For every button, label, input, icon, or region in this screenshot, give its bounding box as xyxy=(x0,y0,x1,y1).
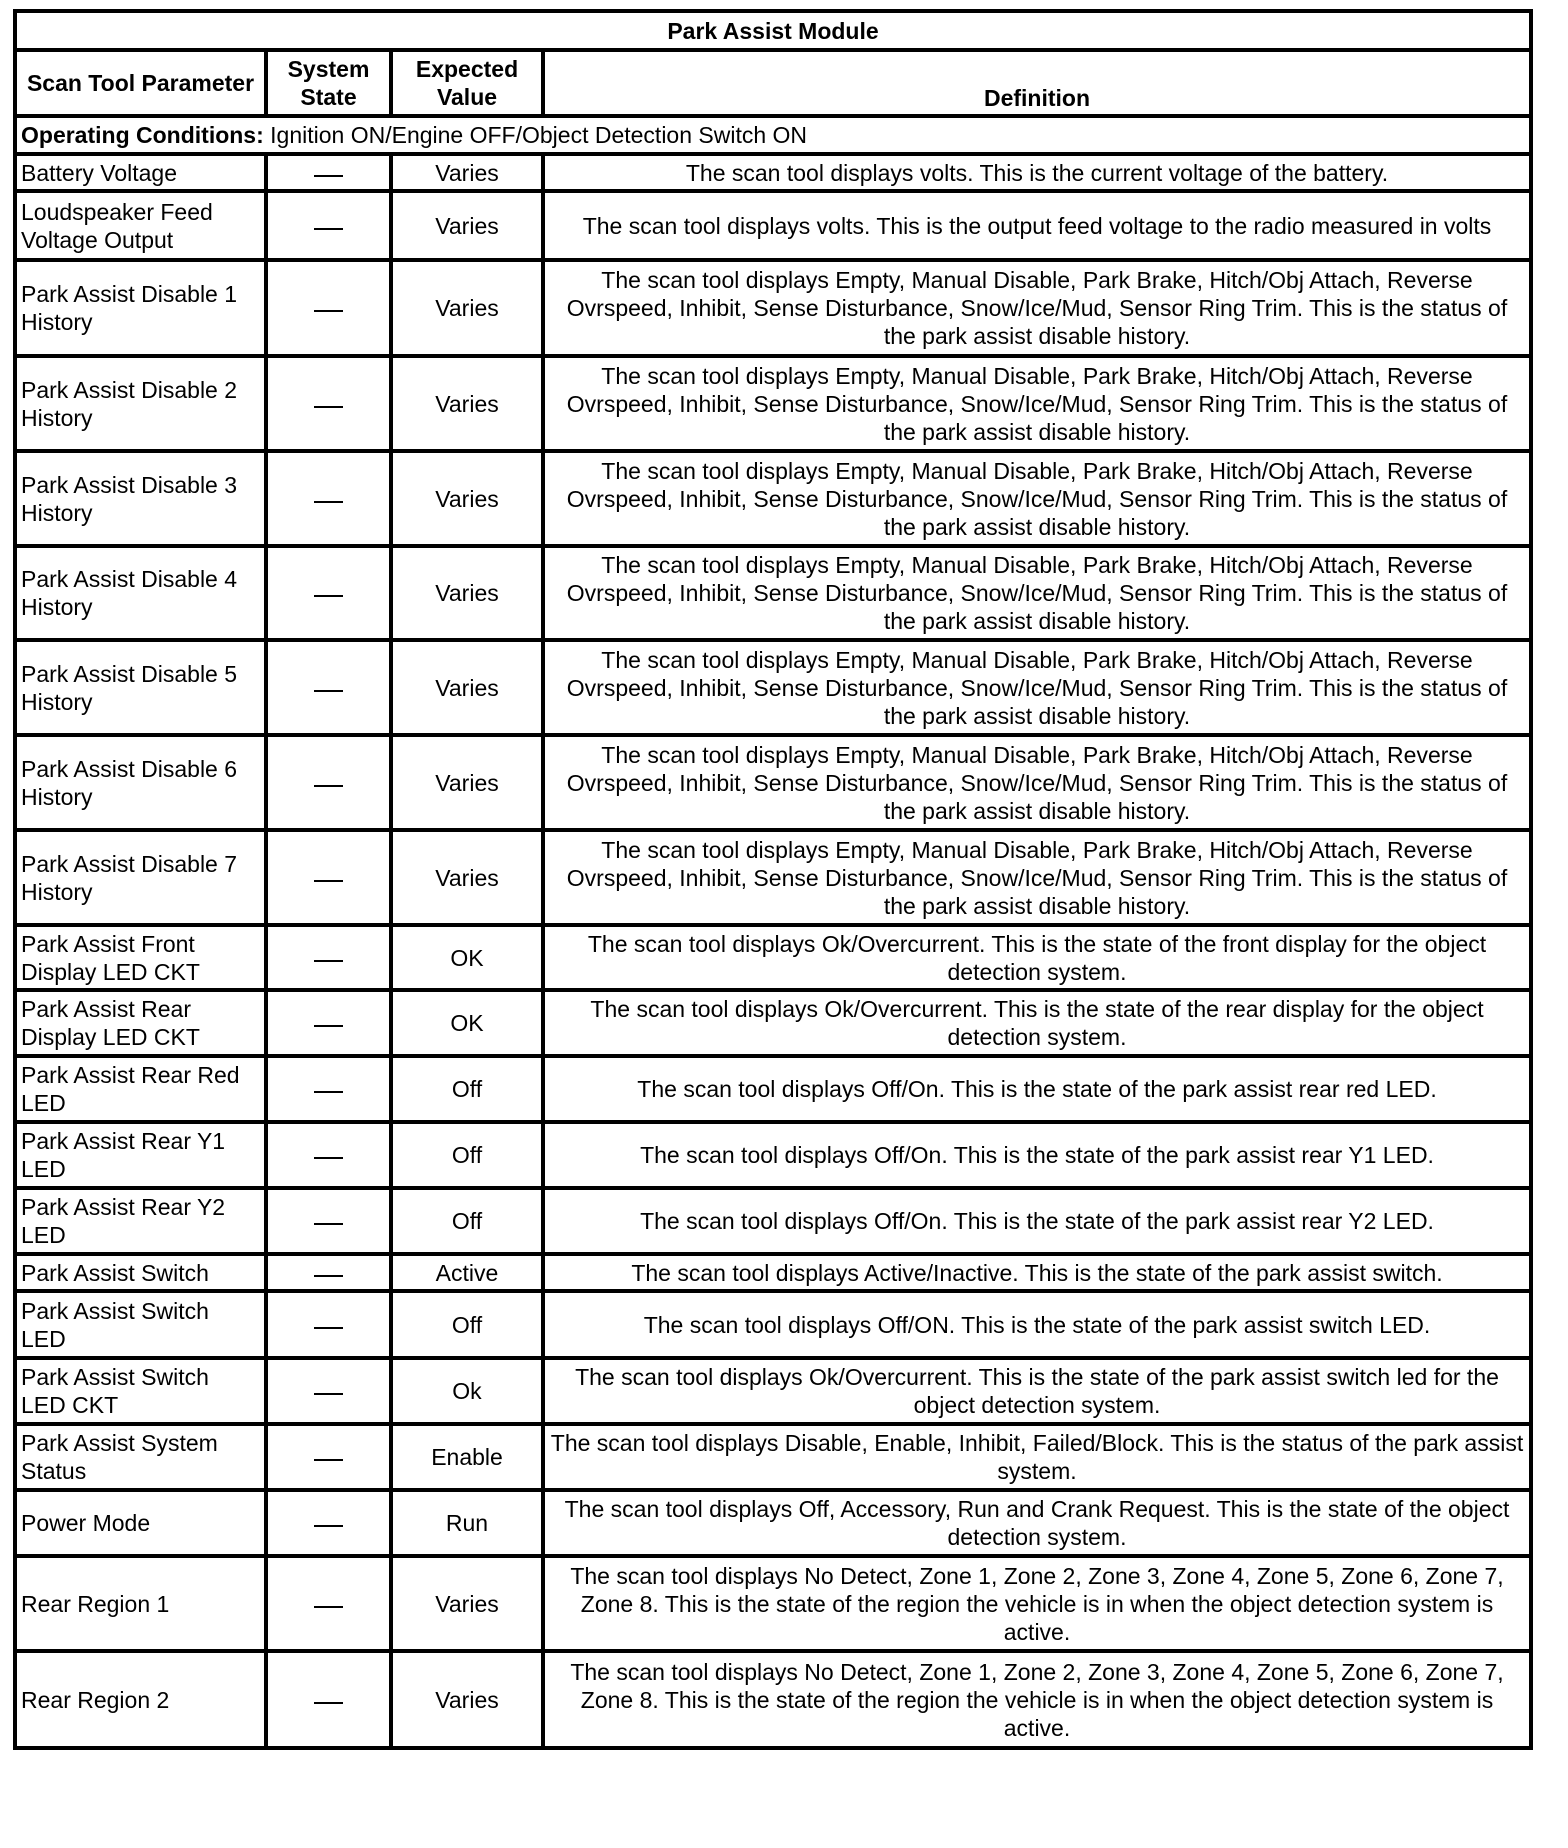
parameter-cell: Park Assist Rear Red LED xyxy=(15,1056,266,1122)
parameter-cell: Battery Voltage xyxy=(15,154,266,191)
operating-conditions xyxy=(15,116,1531,154)
system-state-dash xyxy=(314,1525,343,1527)
parameter-cell: Park Assist Switch xyxy=(15,1254,266,1291)
table-row xyxy=(15,640,1531,735)
definition-cell: The scan tool displays Off, Accessory, Run and Crank Request. This is the state of the object detection system. xyxy=(543,1490,1531,1556)
table-row xyxy=(15,154,1531,191)
table-title: Park Assist Module xyxy=(15,11,1531,50)
parameter-cell: Loudspeaker Feed Voltage Output xyxy=(15,191,266,260)
expected-value-cell: Varies xyxy=(391,1651,543,1748)
expected-value-cell: Off xyxy=(391,1188,543,1254)
parameter-cell: Rear Region 1 xyxy=(15,1556,266,1651)
table-row xyxy=(15,1122,1531,1188)
definition-cell: The scan tool displays No Detect, Zone 1, Zone 2, Zone 3, Zone 4, Zone 5, Zone 6, Zone 7, Zone 8. This is the state of the region the vehicle is in when the object detection system is active. xyxy=(543,1556,1531,1651)
header-expected-value: Expected Value xyxy=(391,50,543,116)
system-state-dash xyxy=(314,690,343,692)
header-system-state: System State xyxy=(266,50,391,116)
system-state-dash xyxy=(314,1025,343,1027)
table-row xyxy=(15,1188,1531,1254)
definition-cell: The scan tool displays Empty, Manual Disable, Park Brake, Hitch/Obj Attach, Reverse Ovrspeed, Inhibit, Sense Disturbance, Snow/Ice/Mud, Sensor Ring Trim. This is the status of the park assist disable history. xyxy=(543,735,1531,830)
system-state-dash xyxy=(314,1459,343,1461)
system-state-cell xyxy=(266,735,391,830)
system-state-cell xyxy=(266,451,391,546)
definition-cell: The scan tool displays Ok/Overcurrent. This is the state of the front display for the object detection system. xyxy=(543,925,1531,990)
parameter-cell: Park Assist Rear Y2 LED xyxy=(15,1188,266,1254)
expected-value-cell: Off xyxy=(391,1291,543,1358)
system-state-cell xyxy=(266,1358,391,1424)
system-state-cell xyxy=(266,1490,391,1556)
table-row xyxy=(15,260,1531,356)
system-state-cell xyxy=(266,1291,391,1358)
table-row xyxy=(15,1424,1531,1490)
definition-cell: The scan tool displays Empty, Manual Disable, Park Brake, Hitch/Obj Attach, Reverse Ovrspeed, Inhibit, Sense Disturbance, Snow/Ice/Mud, Sensor Ring Trim. This is the status of the park assist disable history. xyxy=(543,451,1531,546)
expected-value-cell: Varies xyxy=(391,830,543,925)
system-state-cell xyxy=(266,1424,391,1490)
parameter-cell: Park Assist Disable 3 History xyxy=(15,451,266,546)
operating-conditions-row xyxy=(15,116,1531,154)
definition-cell: The scan tool displays Disable, Enable, Inhibit, Failed/Block. This is the status of the park assist system. xyxy=(543,1424,1531,1490)
definition-cell: The scan tool displays Off/On. This is the state of the park assist rear red LED. xyxy=(543,1056,1531,1122)
table-row xyxy=(15,1254,1531,1291)
table-row xyxy=(15,191,1531,260)
definition-cell: The scan tool displays volts. This is the output feed voltage to the radio measured in volts xyxy=(543,191,1531,260)
system-state-cell xyxy=(266,1122,391,1188)
table-row xyxy=(15,830,1531,925)
system-state-dash xyxy=(314,175,343,177)
parameter-cell: Park Assist Disable 4 History xyxy=(15,546,266,640)
definition-cell: The scan tool displays Empty, Manual Disable, Park Brake, Hitch/Obj Attach, Reverse Ovrspeed, Inhibit, Sense Disturbance, Snow/Ice/Mud, Sensor Ring Trim. This is the status of the park assist disable history. xyxy=(543,260,1531,356)
parameter-cell: Park Assist Disable 6 History xyxy=(15,735,266,830)
expected-value-cell: Varies xyxy=(391,1556,543,1651)
definition-cell: The scan tool displays Empty, Manual Disable, Park Brake, Hitch/Obj Attach, Reverse Ovrspeed, Inhibit, Sense Disturbance, Snow/Ice/Mud, Sensor Ring Trim. This is the status of the park assist disable history. xyxy=(543,830,1531,925)
system-state-dash xyxy=(314,1223,343,1225)
operating-conditions-value: Ignition ON/Engine OFF/Object Detection Switch ON xyxy=(263,122,808,148)
expected-value-cell: OK xyxy=(391,990,543,1056)
parameter-cell: Park Assist Front Display LED CKT xyxy=(15,925,266,990)
system-state-cell xyxy=(266,546,391,640)
table-row xyxy=(15,451,1531,546)
definition-cell: The scan tool displays No Detect, Zone 1, Zone 2, Zone 3, Zone 4, Zone 5, Zone 6, Zone 7, Zone 8. This is the state of the region the vehicle is in when the object detection system is active. xyxy=(543,1651,1531,1748)
system-state-cell xyxy=(266,1651,391,1748)
expected-value-cell: Varies xyxy=(391,260,543,356)
system-state-cell xyxy=(266,154,391,191)
parameter-cell: Park Assist Rear Y1 LED xyxy=(15,1122,266,1188)
definition-cell: The scan tool displays Empty, Manual Disable, Park Brake, Hitch/Obj Attach, Reverse Ovrspeed, Inhibit, Sense Disturbance, Snow/Ice/Mud, Sensor Ring Trim. This is the status of the park assist disable history. xyxy=(543,546,1531,640)
expected-value-cell: Run xyxy=(391,1490,543,1556)
expected-value-cell: Varies xyxy=(391,451,543,546)
system-state-dash xyxy=(314,406,343,408)
system-state-cell xyxy=(266,830,391,925)
system-state-dash xyxy=(314,1327,343,1329)
system-state-cell xyxy=(266,925,391,990)
parameter-cell: Park Assist Disable 1 History xyxy=(15,260,266,356)
definition-cell: The scan tool displays Off/On. This is the state of the park assist rear Y2 LED. xyxy=(543,1188,1531,1254)
system-state-dash xyxy=(314,501,343,503)
system-state-dash xyxy=(314,785,343,787)
expected-value-cell: Enable xyxy=(391,1424,543,1490)
parameter-cell: Power Mode xyxy=(15,1490,266,1556)
table-row xyxy=(15,735,1531,830)
title-row xyxy=(15,11,1531,50)
expected-value-cell: Varies xyxy=(391,735,543,830)
definition-cell: The scan tool displays Empty, Manual Disable, Park Brake, Hitch/Obj Attach, Reverse Ovrspeed, Inhibit, Sense Disturbance, Snow/Ice/Mud, Sensor Ring Trim. This is the status of the park assist disable history. xyxy=(543,640,1531,735)
system-state-cell xyxy=(266,1188,391,1254)
table-row xyxy=(15,1056,1531,1122)
system-state-dash xyxy=(314,595,343,597)
system-state-dash xyxy=(314,1091,343,1093)
header-definition: Definition xyxy=(543,50,1531,116)
system-state-cell xyxy=(266,640,391,735)
system-state-cell xyxy=(266,191,391,260)
operating-conditions-label: Operating Conditions: xyxy=(21,122,264,148)
expected-value-cell: Off xyxy=(391,1122,543,1188)
definition-cell: The scan tool displays Off/On. This is the state of the park assist rear Y1 LED. xyxy=(543,1122,1531,1188)
expected-value-cell: Varies xyxy=(391,546,543,640)
expected-value-cell: Varies xyxy=(391,191,543,260)
system-state-dash xyxy=(314,1702,343,1704)
expected-value-cell: Varies xyxy=(391,356,543,451)
table-row xyxy=(15,1490,1531,1556)
definition-cell: The scan tool displays Empty, Manual Disable, Park Brake, Hitch/Obj Attach, Reverse Ovrspeed, Inhibit, Sense Disturbance, Snow/Ice/Mud, Sensor Ring Trim. This is the status of the park assist disable history. xyxy=(543,356,1531,451)
table-row xyxy=(15,1651,1531,1748)
system-state-cell xyxy=(266,356,391,451)
system-state-cell xyxy=(266,260,391,356)
expected-value-cell: Ok xyxy=(391,1358,543,1424)
header-parameter: Scan Tool Parameter xyxy=(15,50,266,116)
system-state-cell xyxy=(266,1556,391,1651)
table-row xyxy=(15,1358,1531,1424)
definition-cell: The scan tool displays Ok/Overcurrent. This is the state of the park assist switch led for the object detection system. xyxy=(543,1358,1531,1424)
system-state-dash xyxy=(314,1393,343,1395)
system-state-cell xyxy=(266,990,391,1056)
parameter-cell: Park Assist Disable 7 History xyxy=(15,830,266,925)
definition-cell: The scan tool displays volts. This is the current voltage of the battery. xyxy=(543,154,1531,191)
table-row xyxy=(15,1291,1531,1358)
definition-cell: The scan tool displays Off/ON. This is the state of the park assist switch LED. xyxy=(543,1291,1531,1358)
expected-value-cell: Off xyxy=(391,1056,543,1122)
parameter-cell: Park Assist Switch LED CKT xyxy=(15,1358,266,1424)
system-state-dash xyxy=(314,1275,343,1277)
header-row xyxy=(15,50,1531,116)
system-state-cell xyxy=(266,1056,391,1122)
system-state-dash xyxy=(314,1606,343,1608)
parameter-cell: Park Assist Switch LED xyxy=(15,1291,266,1358)
system-state-dash xyxy=(314,960,343,962)
expected-value-cell: Varies xyxy=(391,640,543,735)
table-row xyxy=(15,925,1531,990)
system-state-cell xyxy=(266,1254,391,1291)
parameter-cell: Park Assist Disable 2 History xyxy=(15,356,266,451)
system-state-dash xyxy=(314,310,343,312)
system-state-dash xyxy=(314,1157,343,1159)
table-row xyxy=(15,356,1531,451)
expected-value-cell: Active xyxy=(391,1254,543,1291)
parameter-cell: Park Assist Disable 5 History xyxy=(15,640,266,735)
definition-cell: The scan tool displays Active/Inactive. This is the state of the park assist switch. xyxy=(543,1254,1531,1291)
table-row xyxy=(15,546,1531,640)
parameter-cell: Rear Region 2 xyxy=(15,1651,266,1748)
system-state-dash xyxy=(314,880,343,882)
table-row xyxy=(15,990,1531,1056)
parameter-cell: Park Assist System Status xyxy=(15,1424,266,1490)
definition-cell: The scan tool displays Ok/Overcurrent. This is the state of the rear display for the object detection system. xyxy=(543,990,1531,1056)
parameter-cell: Park Assist Rear Display LED CKT xyxy=(15,990,266,1056)
system-state-dash xyxy=(314,228,343,230)
expected-value-cell: OK xyxy=(391,925,543,990)
park-assist-module-table xyxy=(13,9,1533,1750)
expected-value-cell: Varies xyxy=(391,154,543,191)
table-row xyxy=(15,1556,1531,1651)
